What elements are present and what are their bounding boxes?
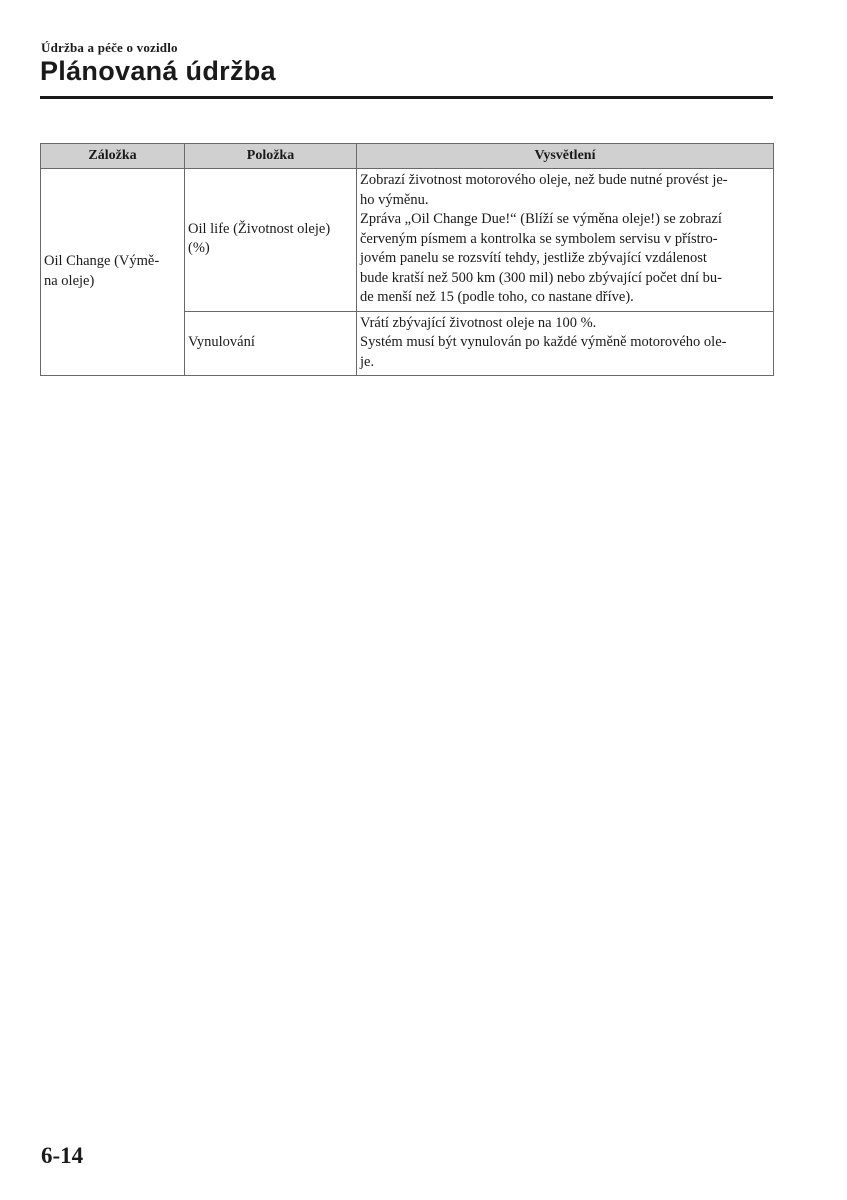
item-cell-reset (185, 311, 357, 376)
explanation-line: de menší než 15 (podle toho, co nastane dříve). (360, 289, 634, 305)
explanation-line: Vrátí zbývající životnost oleje na 100 %. (360, 314, 597, 331)
page-title: Plánovaná údržba (40, 56, 276, 86)
column-header-explanation: Vysvětlení (357, 144, 774, 169)
explanation-line: Systém musí být vynulován po každé výměně motorového ole- (360, 334, 727, 350)
explanation-line: je. (360, 353, 375, 370)
title-rule (40, 96, 773, 99)
item-label-line: Oil life (Životnost oleje) (188, 220, 331, 237)
section-label: Údržba a péče o vozidlo (41, 40, 178, 55)
page-number: 6-14 (41, 1143, 84, 1168)
tab-cell-oil-change (41, 169, 185, 376)
explanation-cell-oil-life (357, 169, 774, 312)
explanation-line: bude kratší než 500 km (300 mil) nebo zbývající počet dní bu- (360, 269, 723, 286)
explanation-line: ho výměnu. (360, 191, 429, 208)
column-header-item: Položka (185, 144, 357, 169)
explanation-line: jovém panelu se rozsvítí tehdy, jestliže zbývající vzdálenost (360, 250, 707, 266)
table-row (41, 169, 774, 312)
tab-label-line: Oil Change (Výmě- (44, 253, 160, 269)
explanation-cell-reset (357, 311, 774, 376)
column-header-tab: Záložka (41, 144, 185, 169)
explanation-line: červeným písmem a kontrolka se symbolem servisu v přístro- (360, 230, 718, 247)
oil-change-table (40, 143, 774, 376)
item-cell-oil-life (185, 169, 357, 312)
item-label-line: (%) (188, 240, 210, 257)
explanation-line: Zobrazí životnost motorového oleje, než bude nutné provést je- (360, 172, 728, 188)
explanation-line: Zpráva „Oil Change Due!“ (Blíží se výměna oleje!) se zobrazí (360, 211, 722, 227)
tab-label-line: na oleje) (44, 272, 95, 289)
item-label-line: Vynulování (188, 334, 255, 350)
table-header-row (41, 144, 774, 169)
